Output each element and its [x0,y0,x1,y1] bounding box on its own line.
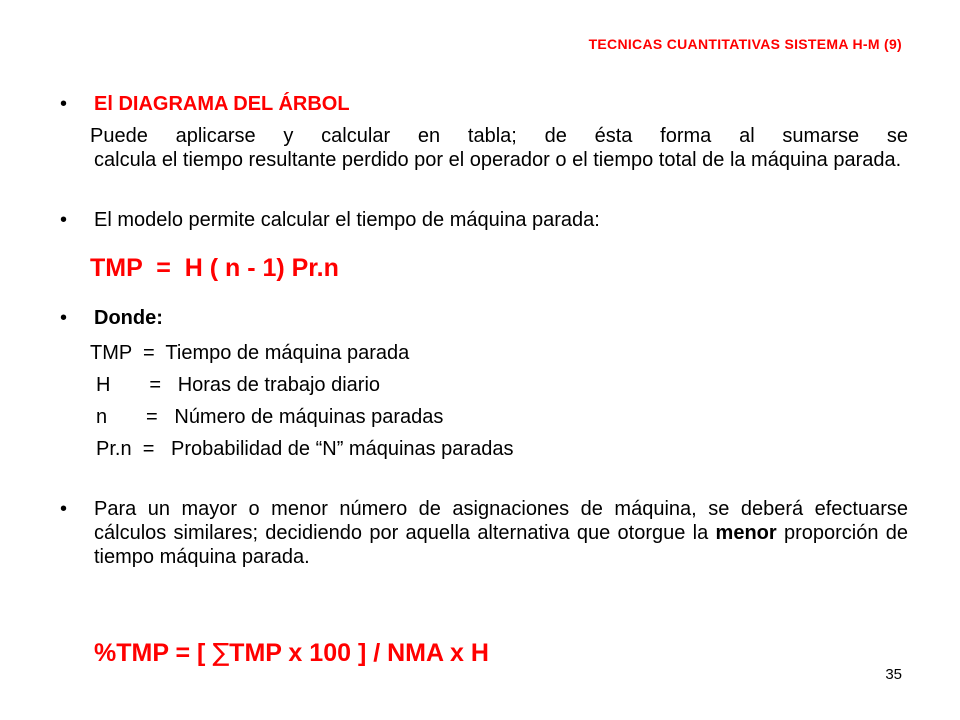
para-bold-word: menor [715,522,777,544]
para-after: proporción de tiempo máquina parada. [94,522,908,568]
bullet-marker: • [60,498,68,520]
para-before: Para un mayor o menor número de asignaciones de máquina, se deberá efectuarse cálculos similares; decidiendo por aquella alternativa que otorgue la [94,498,908,544]
bullet-donde [60,306,163,330]
bullet-marker: • [60,93,68,115]
formula-tmp: TMP = H ( n - 1) Pr.n [90,254,339,282]
page-number: 35 [885,666,902,683]
sigma-symbol: ∑ [212,638,230,667]
definition-h: H = Horas de trabajo diario [96,374,381,396]
slide-title: TECNICAS CUANTITATIVAS SISTEMA H-M (9) [588,36,902,52]
assignment-paragraph [94,497,908,569]
formula2-end: TMP x 100 ] / NMA x H [229,639,489,667]
intro-rest: calcula el tiempo resultante perdido por el operador o el tiempo total de la máquina parada. [94,149,902,171]
definition-tmp: TMP = Tiempo de máquina parada [90,342,410,364]
bullet-heading [60,92,350,116]
model-text: El modelo permite calcular el tiempo de máquina parada: [94,209,600,231]
intro-paragraph [90,124,908,172]
bullet-marker: • [60,209,68,231]
bullet-model [60,208,600,232]
bullet-marker: • [60,307,68,329]
section-heading: El DIAGRAMA DEL ÁRBOL [94,93,350,115]
formula2-start: %TMP = [ [94,639,213,667]
formula-percent-tmp [94,638,489,668]
intro-first-line: Puede aplicarse y calcular en tabla; de ésta forma al sumarse se [90,125,908,147]
definition-prn: Pr.n = Probabilidad de “N” máquinas paradas [96,438,514,460]
definition-n: n = Número de máquinas paradas [96,406,444,428]
bullet-para [60,497,94,521]
donde-label: Donde: [94,307,163,329]
